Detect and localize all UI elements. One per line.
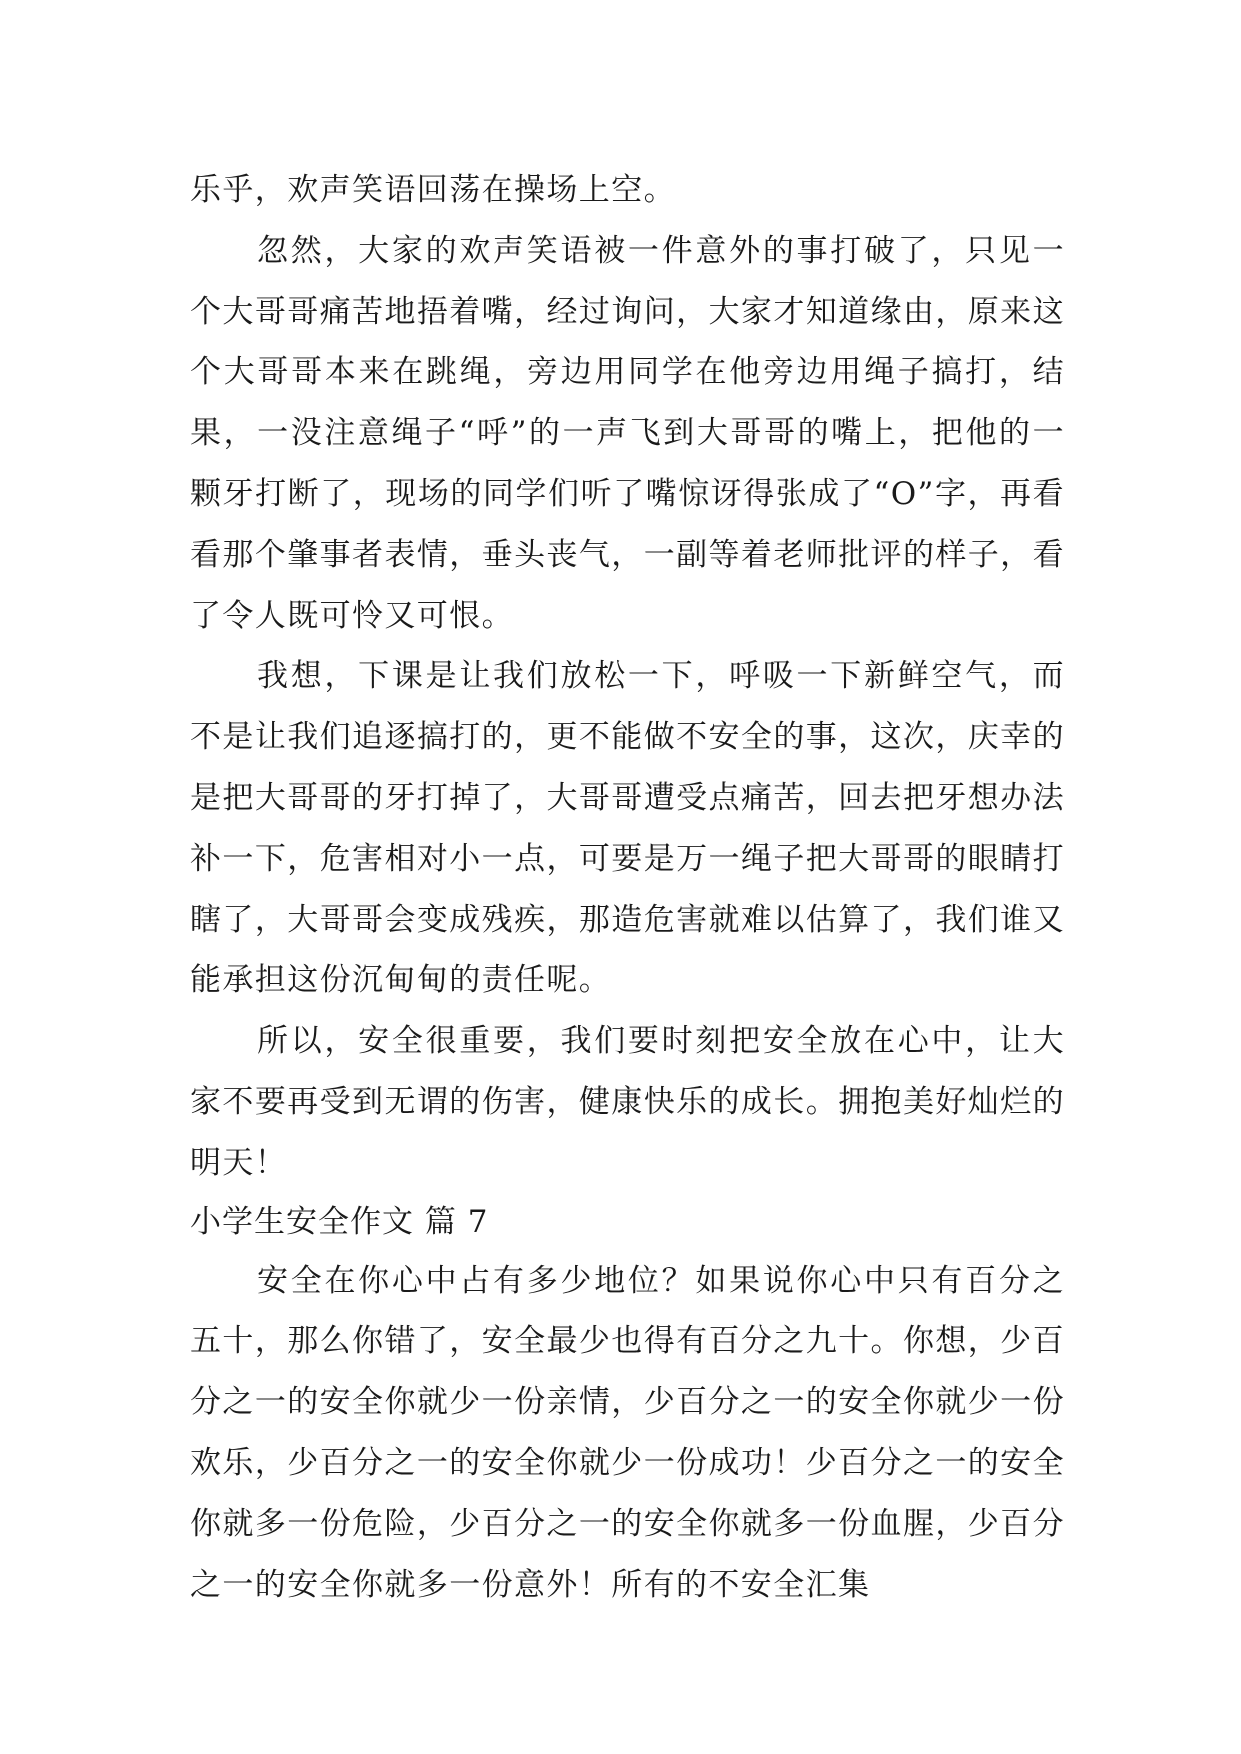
document-body [190, 160, 1065, 1615]
paragraph-reflection: 我想，下课是让我们放松一下，呼吸一下新鲜空气，而不是让我们追逐搞打的，更不能做不安全的事，这次，庆幸的是把大哥哥的牙打掉了，大哥哥遭受点痛苦，回去把牙想办法补一下，危害相对小一点，可要是万一绳子把大哥哥的眼睛打瞎了，大哥哥会变成残疾，那造危害就难以估算了，我们谁又能承担这份沉甸甸的责任呢。 [190, 658, 1065, 999]
paragraph-conclusion: 所以，安全很重要，我们要时刻把安全放在心中，让大家不要再受到无谓的伤害，健康快乐的成长。拥抱美好灿烂的明天！ [190, 1023, 1065, 1181]
paragraph-continued: 乐乎，欢声笑语回荡在操场上空。 [190, 172, 676, 208]
paragraph-essay-7-opening: 安全在你心中占有多少地位？如果说你心中只有百分之五十，那么你错了，安全最少也得有百分之九十。你想，少百分之一的安全你就少一份亲情，少百分之一的安全你就少一份欢乐，少百分之一的安全你就少一份成功！少百分之一的安全你就多一份危险，少百分之一的安全你就多一份血腥，少百分之一的安全你就多一份意外！所有的不安全汇集 [190, 1262, 1065, 1603]
essay-heading: 小学生安全作文 篇 7 [190, 1203, 489, 1240]
paragraph-accident: 忽然，大家的欢声笑语被一件意外的事打破了，只见一个大哥哥痛苦地捂着嘴，经过询问，大家才知道缘由，原来这个大哥哥本来在跳绳，旁边用同学在他旁边用绳子搞打，结果，一没注意绳子“呼”的一声飞到大哥哥的嘴上，把他的一颗牙打断了，现场的同学们听了嘴惊讶得张成了“O”字，再看看那个肇事者表情，垂头丧气，一副等着老师批评的样子，看了令人既可怜又可恨。 [190, 232, 1065, 634]
